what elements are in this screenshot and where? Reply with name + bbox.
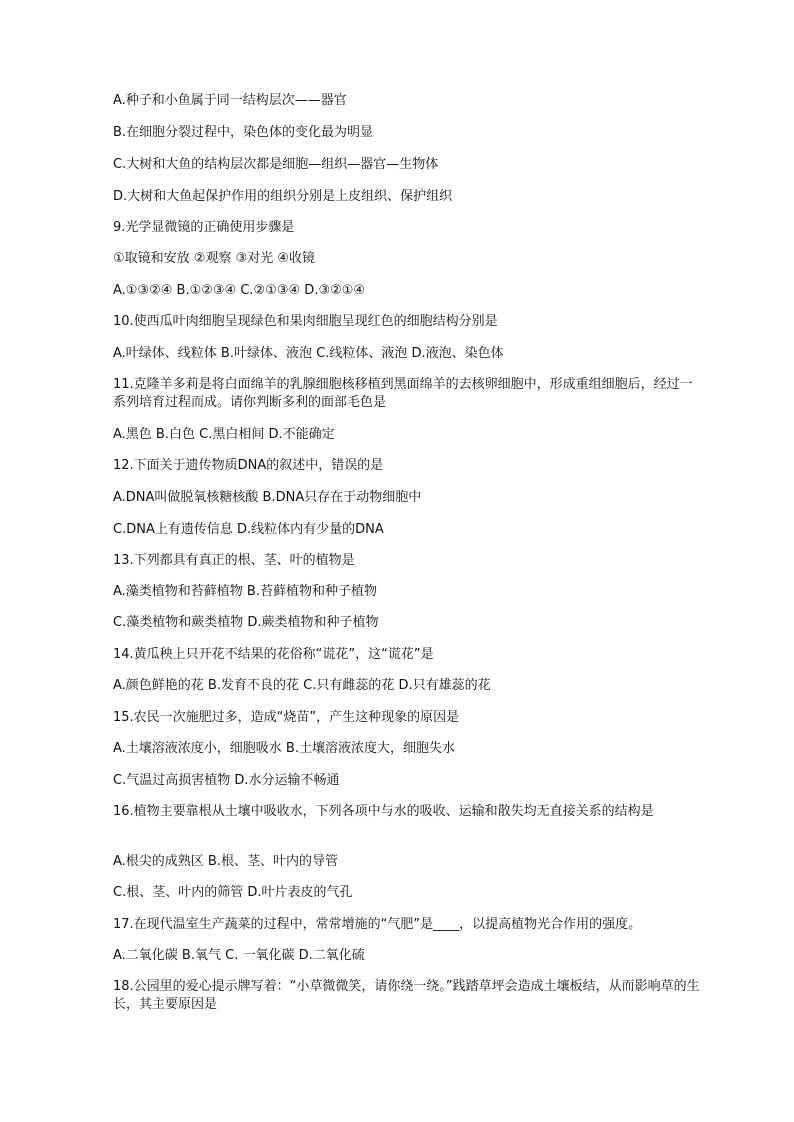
text-line: A.土壤溶液浓度小，细胞吸水 B.土壤溶液浓度大，细胞失水 <box>113 741 455 756</box>
text-line: ①取镜和安放 ②观察 ③对光 ④收镜 <box>113 251 316 266</box>
question-18: 18.公园里的爱心提示牌写着：“小草微微笑，请你绕一绕。”践踏草坪会造成土壤板结，从而影响草的生长，其主要原因是 <box>113 979 700 1012</box>
text-line: A.根尖的成熟区 B.根、茎、叶内的导管 <box>113 854 338 869</box>
question-10: 10.使西瓜叶肉细胞呈现绿色和果肉细胞呈现红色的细胞结构分别是 <box>113 314 498 329</box>
question-17: 17.在现代温室生产蔬菜的过程中，常常增施的“气肥”是____，以提高植物光合作用的强度。 <box>113 917 642 932</box>
text-line: D.大树和大鱼起保护作用的组织分别是上皮组织、保护组织 <box>113 189 453 204</box>
options-17: A.二氧化碳 B.氧气 C. 一氧化碳 D.二氧化硫 <box>113 948 365 963</box>
question-11: 11.克隆羊多莉是将白面绵羊的乳腺细胞核移植到黑面绵羊的去核卵细胞中，形成重组细胞后，经过一系列培育过程而成。请你判断多利的面部毛色是 <box>113 377 693 410</box>
text-line: C.大树和大鱼的结构层次都是细胞—组织—器官—生物体 <box>113 157 439 172</box>
text-line: C.藻类植物和蕨类植物 D.蕨类植物和种子植物 <box>113 615 379 630</box>
options-11: A.黑色 B.白色 C.黑白相间 D.不能确定 <box>113 427 335 442</box>
text-line: B.在细胞分裂过程中，染色体的变化最为明显 <box>113 125 374 140</box>
question-12: 12.下面关于遗传物质DNA的叙述中，错误的是 <box>113 458 384 473</box>
text-line: A.种子和小鱼属于同一结构层次——器官 <box>113 93 347 108</box>
text-line: C.根、茎、叶内的筛管 D.叶片表皮的气孔 <box>113 885 353 900</box>
options-9: A.①③②④ B.①②③④ C.②①③④ D.③②①④ <box>113 283 366 298</box>
question-9: 9.光学显微镜的正确使用步骤是 <box>113 220 295 235</box>
text-line: C.气温过高损害植物 D.水分运输不畅通 <box>113 773 340 788</box>
question-14: 14.黄瓜秧上只开花不结果的花俗称“谎花”，这“谎花”是 <box>113 647 434 662</box>
options-10: A.叶绿体、线粒体 B.叶绿体、液泡 C.线粒体、液泡 D.液泡、染色体 <box>113 346 504 361</box>
options-14: A.颜色鲜艳的花 B.发育不良的花 C.只有雌蕊的花 D.只有雄蕊的花 <box>113 678 491 693</box>
question-15: 15.农民一次施肥过多，造成“烧苗”，产生这种现象的原因是 <box>113 710 460 725</box>
text-line: A.藻类植物和苔藓植物 B.苔藓植物和种子植物 <box>113 584 377 599</box>
text-line: A.DNA叫做脱氧核糖核酸 B.DNA只存在于动物细胞中 <box>113 490 422 505</box>
text-line: C.DNA上有遗传信息 D.线粒体内有少量的DNA <box>113 522 384 537</box>
question-16: 16.植物主要靠根从土壤中吸收水，下列各项中与水的吸收、运输和散失均无直接关系的结构是 <box>113 804 654 819</box>
question-13: 13.下列都具有真正的根、茎、叶的植物是 <box>113 553 355 568</box>
